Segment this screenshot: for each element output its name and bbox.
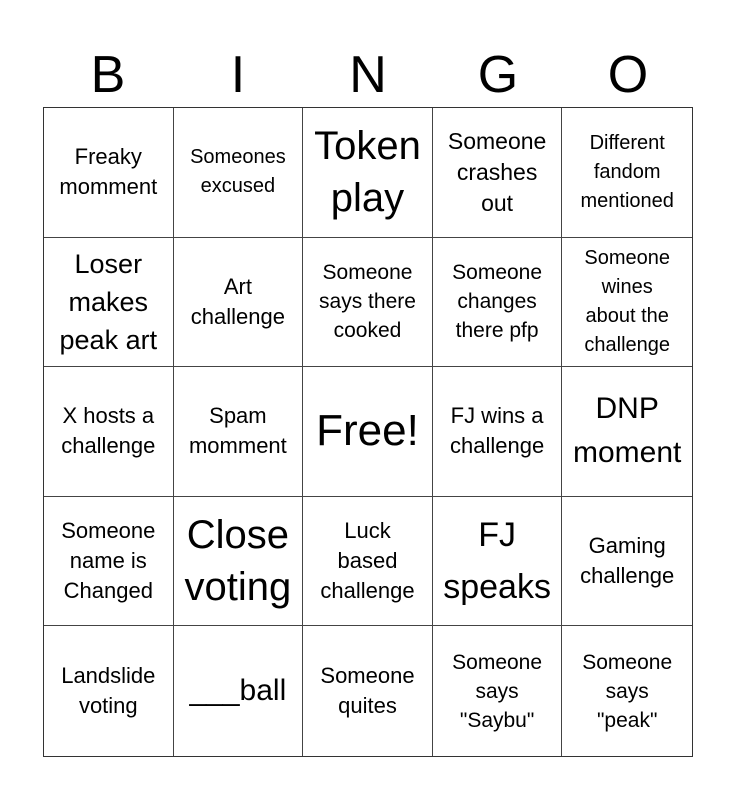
bingo-cell-r2c3[interactable] [303,238,433,368]
cell-label: Luck based challenge [320,518,415,604]
bingo-cell-r3c5[interactable] [562,367,692,497]
cell-label: FJ wins a challenge [450,403,545,459]
bingo-cell-r4c3[interactable] [303,497,433,627]
bingo-cell-r4c5[interactable] [562,497,692,627]
cell-label: Different fandom mentioned [580,131,674,212]
bingo-cell-r2c4[interactable] [433,238,563,368]
bingo-cell-r5c1[interactable] [44,626,174,756]
header-letter-b: B [90,46,126,104]
cell-label: Close voting [184,513,292,610]
bingo-cell-r3c2[interactable] [174,367,304,497]
cell-label: Someone name is Changed [61,518,156,604]
bingo-board [43,107,693,757]
bingo-cell-r3c1[interactable] [44,367,174,497]
cell-label: Gaming challenge [580,533,675,589]
header-letter-n: N [349,46,387,104]
cell-label: ___ball [189,674,287,708]
bingo-cell-r5c4[interactable] [433,626,563,756]
free-space-label: Free! [316,406,419,456]
cell-label: Loser makes peak art [59,248,158,355]
bingo-cell-r2c1[interactable] [44,238,174,368]
bingo-cell-r5c3[interactable] [303,626,433,756]
cell-label: Someone says "Saybu" [452,650,543,732]
cell-label: Art challenge [190,273,285,329]
bingo-cell-r5c5[interactable] [562,626,692,756]
cell-label: Freaky momment [59,144,158,200]
cell-label: DNP moment [573,392,682,470]
bingo-cell-r1c4[interactable] [433,108,563,238]
cell-label: Someone crashes out [447,127,547,216]
cell-label: Someone quites [320,663,415,719]
cell-label: Someone says "peak" [582,650,673,732]
cell-label: FJ speaks [443,516,551,607]
bingo-cell-r3c3-free[interactable] [303,367,433,497]
bingo-cell-r5c2[interactable] [174,626,304,756]
cell-label: Someones excused [190,146,286,198]
bingo-cell-r4c4[interactable] [433,497,563,627]
bingo-cell-r1c3[interactable] [303,108,433,238]
cell-label: X hosts a challenge [61,403,156,459]
cell-label: Token play [314,124,421,221]
cell-label: Someone changes there pfp [452,261,543,343]
cell-label: Spam momment [188,403,287,459]
cell-label: Someone says there cooked [319,261,416,343]
bingo-cell-r1c2[interactable] [174,108,304,238]
header-letter-g: G [477,46,519,104]
bingo-cell-r1c1[interactable] [44,108,174,238]
bingo-cell-r4c2[interactable] [174,497,304,627]
header-letter-o: O [607,46,649,104]
header-letter-i: I [230,46,246,104]
cell-label: Someone wines about the challenge [584,246,670,356]
bingo-header [43,44,693,106]
bingo-cell-r2c5[interactable] [562,238,692,368]
bingo-cell-r1c5[interactable] [562,108,692,238]
cell-label: Landslide voting [61,663,156,719]
bingo-cell-r3c4[interactable] [433,367,563,497]
bingo-cell-r4c1[interactable] [44,497,174,627]
bingo-cell-r2c2[interactable] [174,238,304,368]
